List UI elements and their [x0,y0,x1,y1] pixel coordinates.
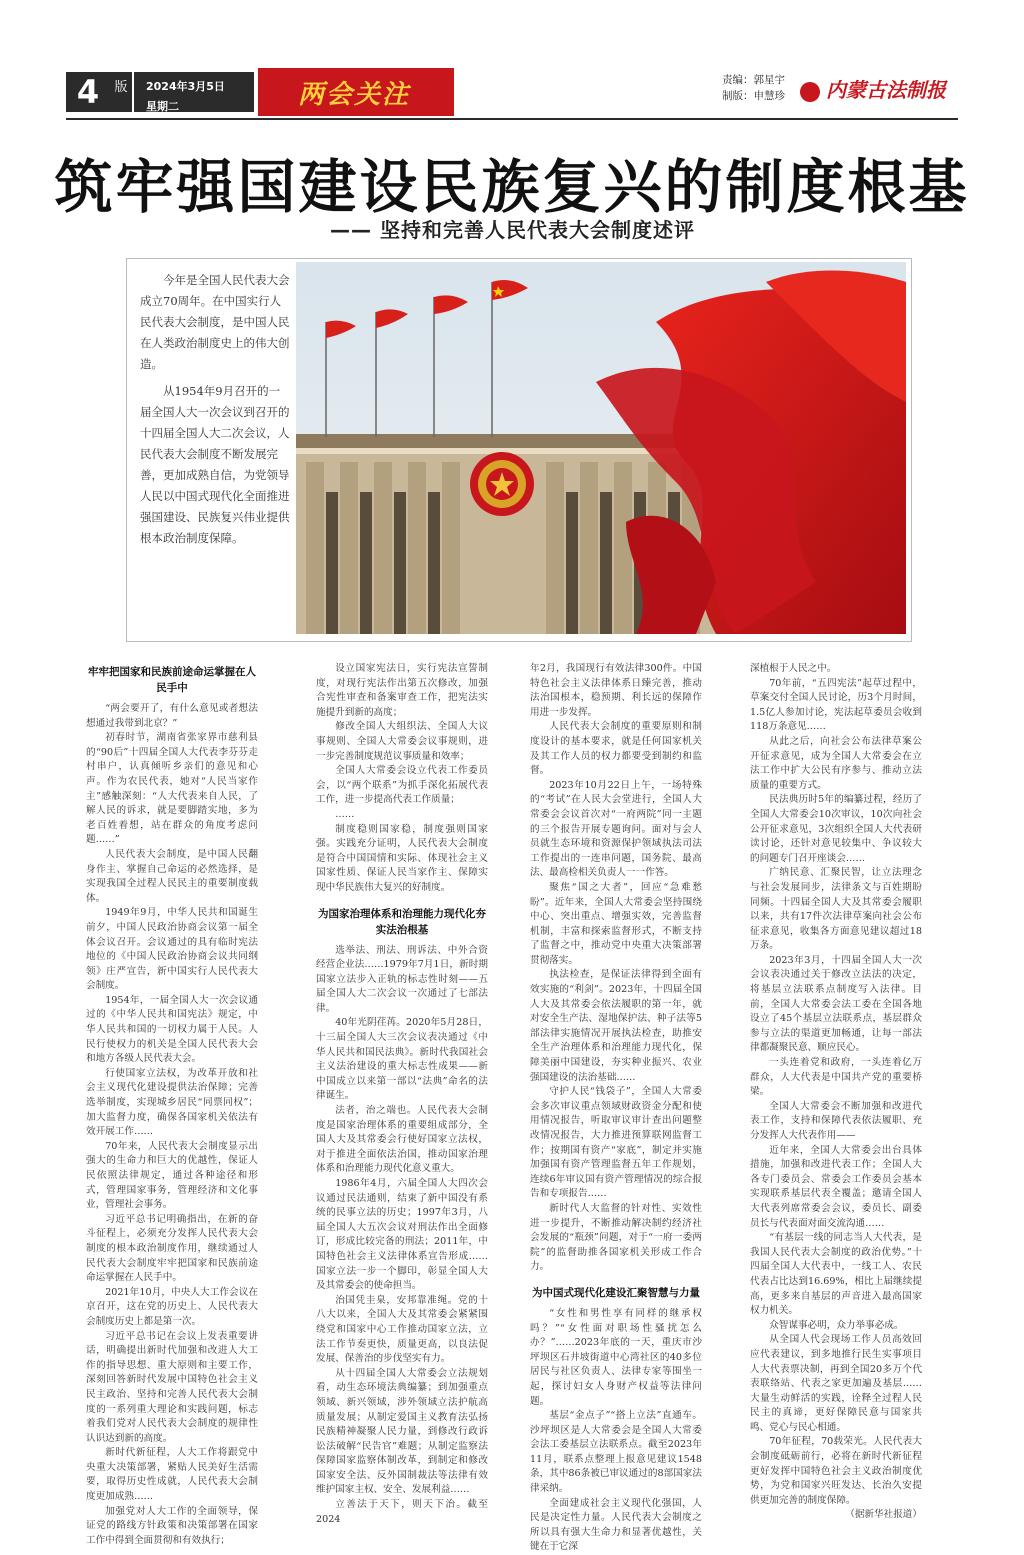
editor-credits [722,72,785,104]
paragraph: …… [335,808,355,820]
paragraph: 70年来，人民代表大会制度显示出强大的生命力和巨大的优越性，保证人民依照法律规定，通过各种途径和形式，管理国家事务，管理经济和文化事业，管理社会事务。 [86,1140,258,1211]
header-rule [66,118,958,120]
paragraph: 设立国家宪法日，实行宪法宣誓制度，对现行宪法作出第五次修改，加强合宪性审查和备案审查工作，把宪法实施提升到新的高度； [316,663,488,718]
paragraph: 年2月，我国现行有效法律300件。中国特色社会主义法律体系日臻完善，推动法治国根本，稳预期、利长远的保障作用进一步发挥。 [530,663,702,718]
paragraph: 法者，治之端也。人民代表大会制度是国家治理体系的重要组成部分，全国人大及其常委会行使好国家立法权，对于推进全面依法治国，推动国家治理体系和治理能力现代化意义重大。 [316,1105,488,1175]
intro-text [140,270,290,555]
newspaper-logo [800,70,950,110]
article-title: 筑牢强国建设民族复兴的制度根基 [54,153,970,221]
section-heading: 牢牢把国家和民族前途命运掌握在人民手中 [88,666,256,694]
section-heading: 为中国式现代化建设汇聚智慧与力量 [532,1286,700,1299]
paragraph: 从十四届全国人大常委会立法规划看，动生态环境法典编纂；到加强重点领域、新兴领域，涉外领域立法护航高质量发展；从制定爱国主义教育法弘扬民族精神凝聚人民力量，到修改行政诉讼法破解“民告官”难题；从制定监察法保障国家监察体制改革，到制定和修改国家安全法、反外国制裁法等法律有效维护国家主权、安全、发展利益…… [316,1367,488,1496]
issue-weekday: 星期二 [146,100,179,113]
paragraph: 全国人大常委会设立代表工作委员会，以“两个联系”为抓手深化拓展代表工作，进一步提高代表工作质量； [316,765,488,806]
paragraph: 全面建成社会主义现代化强国，人民是决定性力量。人民代表大会制度之所以具有强大生命力和显著优越性，关键在于它深 [530,1497,702,1553]
paragraph: 人民代表大会制度的重要原则和制度设计的基本要求，就是任何国家机关及其工作人员的权力都要受到制约和监督。 [530,721,702,777]
column-title: 两会关注 [298,80,411,110]
paragraph: 民法典历时5年的编纂过程，经历了全国人大常委会10次审议，10次向社会公开征求意见，3次组织全国人大代表研读讨论，还针对意见较集中、争议较大的问题专门召开座谈会…… [750,794,922,864]
paragraph: 习近平总书记在会议上发表重要讲话，明确提出新时代加强和改进人大工作的指导思想、重大原则和主要工作，深刻回答新时代发展中国特色社会主义民主政治、坚持和完善人民代表大会制度的一系列重大理论和实践问题，标志着我们党对人民代表大会制度的规律性认识达到新的高度。 [86,1330,258,1444]
paragraph: 立善法于天下，则天下治。截至2024 [316,1499,488,1525]
ban-text: 版 [114,80,128,95]
paragraph: 治国凭圭臬，安邦靠准绳。党的十八大以来，全国人大及其常委会紧紧围绕党和国家中心工作推动国家立法，立法工作节奏更快，质量更高，以良法促发展、保善治的步伐坚实有力。 [316,1294,488,1365]
paragraph: 1949年9月，中华人民共和国诞生前夕，中国人民政治协商会议第一届全体会议召开。会议通过的具有临时宪法地位的《中国人民政治协商会议共同纲领》庄严宣告，新中国实行人民代表大会制度。 [86,907,258,992]
layout-editor: 制版：申慧珍 [722,90,785,102]
paragraph: 执法检查，是保证法律得到全面有效实施的“利剑”。2023年，十四届全国人大及其常委会依法履职的第一年，就对安全生产法、湿地保护法、种子法等5部法律实施情况开展执法检查，助推安全生产治理体系和治理能力现代化，保障美丽中国建设，夯实种业振兴、农业强国建设的法治基础…… [530,969,702,1083]
paragraph: 从全国人代会现场工作人员高效回应代表建议，到多地推行民生实事项目人大代表票决制，再到全国20多万个代表联络站、代表之家更加遍及基层……大量生动鲜活的实践，诠释全过程人民民主的真谛，更好保障民意与国家共鸣、党心与民心相通。 [750,1334,922,1433]
paragraph: 1986年4月，六届全国人大四次会议通过民法通则，结束了新中国没有系统的民事立法的历史；1997年3月，八届全国人大五次会议对刑法作出全面修订，形成比较完备的刑法；2011年，中国特色社会主义法律体系宣告形成……国家立法一步一个脚印，彰显全国人大及其常委会的使命担当。 [316,1178,488,1292]
paragraph: 2023年3月，十四届全国人大一次会议表决通过关于修改立法法的决定，将基层立法联系点制度写入法律。目前，全国人大常委会法工委在全国各地设立了45个基层立法联系点，基层群众参与立法的渠道更加畅通，让每一部法律都凝聚民意、顺应民心。 [750,954,922,1054]
paragraph: 70年征程，70载荣光。人民代表大会制度砥砺前行，必将在新时代新征程更好发挥中国特色社会主义政治制度优势，为党和国家兴旺发达、长治久安提供更加完善的制度保障。 [750,1436,922,1506]
section-heading: 为国家治理体系和治理能力现代化夯实法治根基 [318,907,486,936]
logo-mark-icon [800,82,820,102]
paragraph: 初春时节，湖南省张家界市慈利县的“90后”十四届全国人大代表李芬芬走村串户，认真倾听乡亲们的意见和心声。作为农民代表，她对“人民当家作主”感触深刻：“人大代表来自人民，了解人民的诉求，就是要脚踏实地，多为老百姓着想，站在群众的角度考虑问题……” [86,732,258,846]
page-ban-label [110,72,132,112]
paragraph: 一头连着党和政府，一头连着亿万群众，人大代表是中国共产党的重要桥梁。 [750,1057,922,1098]
paragraph: 全国人大常委会不断加强和改进代表工作，支持和保障代表依法履职、充分发挥人大代表作用—— [750,1100,922,1141]
paragraph: 70年前，“五四宪法”起草过程中，草案交付全国人民讨论，历3个月时间，1.5亿人参加讨论，宪法起草委员会收到118万条意见…… [750,677,922,733]
issue-date: 2024年3月5日 [146,80,225,93]
paragraph: 选举法、刑法、刑诉法、中外合资经营企业法……1979年7月1日，新时期国家立法步入正轨的标志性时刻——五届全国人大二次会议一次通过了七部法律。 [316,944,488,1014]
paragraph: 从此之后，向社会公布法律草案公开征求意见，成为全国人大常委会在立法工作中扩大公民有序参与、推动立法质量的重要方式。 [750,735,922,791]
paragraph: 深植根于人民之中。 [750,663,837,674]
paragraph: 新时代人大监督的针对性、实效性进一步提升，不断推动解决制约经济社会发展的“瓶颈”问题，对于“一府一委两院”的监督助推各国家机关形成工作合力。 [530,1202,702,1273]
paragraph: 近年来，全国人大常委会出台具体措施，加强和改进代表工作；全国人大各专门委员会、常委会工作委员会基本实现联系基层代表全覆盖；邀请全国人大代表列席常委会会议，委员长、副委员长与代表面对面交流沟通…… [750,1144,922,1229]
article-column-1 [86,662,258,1548]
page-number: 4 [66,72,110,112]
logo-text: 内蒙古法制报 [826,78,946,102]
paragraph: 习近平总书记明确指出，在新的奋斗征程上，必须充分发挥人民代表大会制度的根本政治制度作用，继续通过人民代表大会制度牢牢把国家和民族前途命运掌握在人民手中。 [86,1213,258,1284]
great-hall-flags-photo [296,262,906,634]
paragraph: 基层“金点子”“搭上立法”直通车。沙坪坝区是人大常委会是全国人大常委会法工委基层立法联系点。截至2023年11月，联系点整理上报意见建议1548条，其中86条被已审议通过的8部国家法律采纳。 [530,1410,702,1495]
paragraph: 40年光阴荏苒。2020年5月28日，十三届全国人大三次会议表决通过《中华人民共和国民法典》。新时代我国社会主义法治建设的重大标志性成果——新中国成立以来第一部以“法典”命名的法律诞生。 [316,1017,488,1102]
article-subtitle: —— 坚持和完善人民代表大会制度述评 [330,218,695,242]
paragraph: 加强党对人大工作的全面领导，保证党的路线方针政策和决策部署在国家工作中得到全面贯彻和有效执行； [86,1505,258,1546]
source-credit: （据新华社报道） [845,1509,922,1521]
article-column-3 [530,662,702,1555]
paragraph: 人民代表大会制度，是中国人民翻身作主、掌握自己命运的必然选择，是实现我国全过程人民民主的重要制度载体。 [86,848,258,904]
article-column-2 [316,662,488,1527]
paragraph: 制度稳则国家稳，制度强则国家强。实践充分证明，人民代表大会制度是符合中国国情和实际、体现社会主义国家性质、保证人民当家作主、保障实现中华民族伟大复兴的好制度。 [316,823,488,893]
paragraph: 众智谋事必明，众力举事必成。 [769,1319,904,1331]
editor: 责编：郭星宇 [722,74,785,86]
photo-illustration [296,262,906,634]
article-column-4 [750,662,922,1523]
paragraph: 1954年，一届全国人大一次会议通过的《中华人民共和国宪法》规定，中华人民共和国的一切权力属于人民。人民行使权力的机关是全国人民代表大会和地方各级人民代表大会。 [86,994,258,1065]
date-box [134,72,254,112]
paragraph: 守护人民“钱袋子”，全国人大常委会多次审议重点领域财政资金分配和使用情况报告，听取审议审计查出问题整改情况报告，大力推进预算联网监督工作；按期国有资产“家底”，制定并实施加强国有资产管理监督五年工作规划，连续6年审议国有资产管理情况的综合报告和专项报告…… [530,1086,702,1200]
paragraph: “女性和男性享有同样的继承权吗？”“女性面对职场性骚扰怎么办？”……2023年底的一天，重庆市沙坪坝区石井坡街道中心湾社区的40多位居民与社区负责人、法律专家等围坐一起，探讨妇女人身财产权益等法律问题。 [530,1307,702,1407]
paragraph: 修改全国人大组织法、全国人大议事规则、全国人大常委会议事规则，进一步完善制度规范议事质量和效率； [316,721,488,762]
paragraph: 2023年10月22日上午，一场特殊的“考试”在人民大会堂进行，全国人大常委会会议首次对“一府两院”同一主题的三个报告开展专题询问。面对与会人员就生态环境和资源保护领域执法司法工作提出的一连串问题，国务院、最高法、最高检相关负责人一一作答。 [530,779,702,879]
paragraph: “有基层一线的同志当人大代表，是我国人民代表大会制度的政治优势。”十四届全国人大代表中，一线工人、农民代表占比达到16.69%，相比上届继续提高，更多来自基层的声音进入最高国家权力机关。 [750,1232,922,1317]
paragraph: 广纳民意、汇聚民智，让立法理念与社会发展同步，法律条文与百姓期盼同频。十四届全国人大及其常委会履职以来，共有17件次法律草案向社会公布征求意见，收集各方面意见建议超过18万条。 [750,867,922,952]
paragraph: “两会要开了，有什么意见或者想法想通过我带到北京？” [86,703,258,729]
paragraph: 新时代新征程，人大工作将跟党中央重大决策部署，紧贴人民美好生活需要，取得历史性成就，人民代表大会制度更加成熟…… [86,1447,258,1503]
intro-paragraph: 今年是全国人民代表大会成立70周年。在中国实行人民代表大会制度，是中国人民在人类政治制度史上的伟大创造。 [140,273,290,371]
column-banner [258,68,454,116]
paragraph: 2021年10月，中央人大工作会议在京召开，这在党的历史上、人民代表大会制度历史上都是第一次。 [86,1286,258,1327]
paragraph: 聚焦“国之大者”，回应“急难愁盼”。近年来，全国人大常委会坚持围绕中心、突出重点、增强实效，完善监督机制，丰富和探索监督形式，不断支持了监督之中，推动党中央重大决策部署贯彻落实。 [530,881,702,966]
intro-paragraph: 从1954年9月召开的一届全国人大一次会议到召开的十四届全国人大二次会议，人民代表大会制度不断发展完善，更加成熟自信，为党领导人民以中国式现代化全面推进强国建设、民族复兴伟业提供根本政治制度保障。 [140,384,290,545]
paragraph: 行使国家立法权，为改革开放和社会主义现代化建设提供法治保障；完善选举制度，实现城乡居民“同票同权”；加大监督力度，确保各国家机关依法有效开展工作…… [86,1067,258,1138]
